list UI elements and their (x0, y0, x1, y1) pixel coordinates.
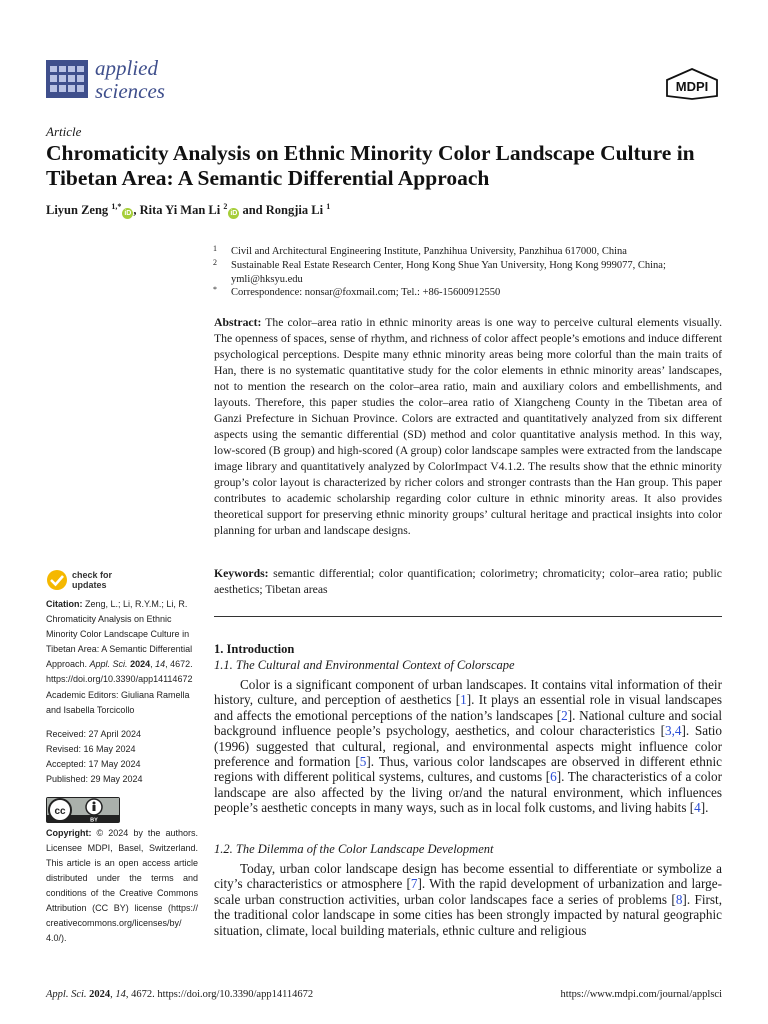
doi-link[interactable]: , 4672. https://doi.org/10.3390/app14114672 (125, 989, 314, 1000)
keywords-label: Keywords: (214, 567, 269, 580)
footer-citation: Appl. Sci. 2024, 14, 4672. https://doi.org/10.3390/app14114672 (46, 989, 314, 1000)
check-updates-icon (46, 569, 68, 591)
citation: Citation: Zeng, L.; Li, R.Y.M.; Li, R. Chromaticity Analysis on Ethnic Minority Color Landscape Culture in Tibetan Area: A Semantic Differential Approach. Appl. Sci. 2024, 14, 4672. https://doi.org/10.3390/app14114672 (46, 599, 193, 684)
publisher-name: MDPI (675, 79, 709, 94)
citation-link[interactable]: 2 (561, 707, 568, 723)
orcid-icon[interactable]: iD (230, 210, 238, 217)
citation-link[interactable]: 8 (675, 891, 683, 907)
published-date: Published: 29 May 2024 (46, 774, 143, 784)
article-dates (46, 727, 198, 787)
citation-link[interactable]: 5 (359, 754, 367, 770)
abstract-text: The color–area ratio in ethnic minority areas is one way to perceive cultural elements visually. The openness of spaces, sense of rhythm, and richness of color affect people’s emotions and induce different psychological perceptions. Despite many ethnic minority areas being more colorful than the main traits of Han, there is no systematic quantitative study for the color elements in ethnic minority areas’ landscapes, not to mention the research on the color–area ratio, main and auxiliary colors and embellishments, and layouts. Therefore, this paper studies the color–area ratio of Xiangcheng County in the Tibetan area of Ganzi Prefecture in Sichuan Province. Colors are extracted and quantitatively analyzed from six different aspects using the semantic differential (SD) method and color quantitative analysis method. In this way, low-scored (B group) and high-scored (A group) color landscape samples were extracted from the landscape image library and quantitatively analyzed by ColorImpact V4.1.2. The results show that the ethnic minority group’s color layout is characterized by richer colors and stronger contrasts than the Han group. This paper contributes to academic scholarship regarding color culture in ethnic minority areas. It also provides theoretical support for preserving ethnic minority groups’ cultural heritage and practical insights into color planning for urban and landscape designs. (214, 316, 722, 537)
journal-url-link[interactable]: https://www.mdpi.com/journal/applsci (560, 989, 722, 1000)
accepted-date: Accepted: 17 May 2024 (46, 759, 141, 769)
publisher-logo (664, 68, 720, 100)
academic-editors: Academic Editors: Giuliana Ramella and Isabella Torcicollo (46, 690, 190, 715)
citation-link[interactable]: 3,4 (665, 723, 682, 739)
orcid-icon[interactable]: iD (124, 210, 132, 217)
citation-link[interactable]: 7 (410, 876, 418, 892)
section-heading: 1. Introduction (214, 642, 295, 656)
author-name[interactable]: Rita Yi Man Li (139, 203, 221, 217)
svg-text:cc: cc (54, 806, 66, 817)
keywords-text: semantic differential; color quantification; colorimetry; chromaticity; color–area ratio; public aesthetics; Tibetan areas (214, 567, 722, 596)
article-type: Article (46, 124, 82, 139)
subsection-heading: 1.2. The Dilemma of the Color Landscape Development (214, 842, 494, 856)
subsection-heading: 1.1. The Cultural and Environmental Context of Colorscape (214, 658, 515, 672)
divider (214, 616, 722, 617)
received-date: Received: 27 April 2024 (46, 729, 142, 739)
author-affiliation-mark: 2 (223, 201, 228, 211)
author-name[interactable]: Liyun Zeng (46, 203, 109, 217)
author-affiliation-mark: 1,* (111, 201, 122, 211)
journal-name: applied sciences (95, 56, 165, 103)
body-paragraph: Color is a significant component of urban landscapes. It contains vital information of their history, culture, and perception of aesthetics [1]. It plays an essential role in visual landscapes and affects the emotional perceptions of the nation’s landscapes [2]. National culture and social background influence people’s psychology, aesthetics, and colour characteristics [3,4]. Satio (1996) suggested that cultural, regional, and environmental aspects might influence color preference and formation [5]. Thus, various color landscapes are observed in different ethnic regions with different political systems, cultures, and customs [6]. The characteristics of a color landscape are also affected by the living or/and the natural environment, which influences people’s aesthetic concepts in many ways, such as in local folk customs, and living habits [4]. (214, 677, 722, 816)
abstract-label: Abstract: (214, 316, 262, 329)
journal-logo-icon (46, 60, 88, 98)
citation-link[interactable]: 4 (694, 800, 701, 816)
citation-link[interactable]: 1 (460, 692, 467, 708)
author-affiliation-mark: 1 (326, 201, 331, 211)
cc-by-license-icon[interactable] (46, 797, 120, 823)
abstract (214, 315, 722, 539)
body-paragraph: Today, urban color landscape design has become essential to differentiate or symbolize a city’s characteristics or atmosphere [7]. With the rapid development of urbanization and large-scale urban construction activities, urban color landscapes face a series of problems [8]. First, the traditional color landscape in some cities has been strongly impacted by natural geographic situation, climate, local building materials, ethnic culture and religious (214, 861, 723, 938)
check-for-updates-button[interactable]: check for updates (46, 569, 136, 593)
revised-date: Revised: 16 May 2024 (46, 744, 136, 754)
svg-text:BY: BY (90, 817, 98, 823)
author-list: Liyun Zeng $^{1,*}$iD , Rita Yi Man Li $^2$iD and Rongjia Li $^1$ (46, 201, 331, 217)
page-title: Chromaticity Analysis on Ethnic Minority Color Landscape Culture in Tibetan Area: A Semantic Differential Approach (46, 141, 695, 190)
keywords (214, 566, 722, 598)
author-name[interactable]: Rongjia Li (265, 203, 324, 217)
citation-link[interactable]: 6 (550, 769, 557, 785)
copyright-notice: Copyright: © 2024 by the authors. Licensee MDPI, Basel, Switzerland. This article is an open access article distributed under the terms and conditions of the Creative Commons Attribution (CC BY) license (https:// creativecommons.org/licenses/by/ 4.0/). (46, 828, 198, 943)
